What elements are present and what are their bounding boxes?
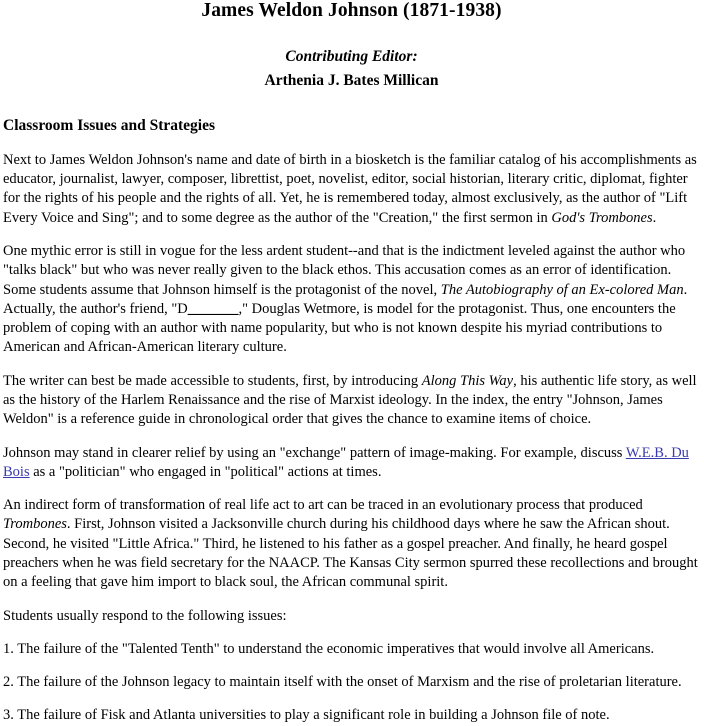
paragraph-text-tail: , his authentic life story, as well as the history of the Harlem Renaissance and the rise of Marxist ideology. In the index, the entry "Johnson, James Weldon" is a reference guide in chronological order that gives the chance to examine items of choice. — [3, 372, 697, 428]
paragraph-text: Next to James Weldon Johnson's name and date of birth in a biosketch is the familiar catalog of his accomplishments as educator, journalist, lawyer, composer, librettist, poet, novelist, editor, social historian, literary critic, diplomat, fighter for the rights of his people and the rights of all. Yet, he is remembered today, almost exclusively, as the author of "Lift Every Voice and Sing"; and to some degree as the author of the "Creation," the first sermon in — [3, 151, 697, 226]
paragraph-text-tail: as a "politician" who engaged in "political" actions at times. — [29, 463, 382, 480]
paragraph-text-mid: . Actually, the author's friend, "D — [3, 281, 688, 317]
paragraph-students-respond: Students usually respond to the following issues: — [3, 607, 287, 624]
paragraph-indirect-transformation — [3, 482, 700, 592]
list-item: 3. The failure of Fisk and Atlanta universities to play a significant role in building a Johnson file of note. — [3, 707, 610, 724]
paragraph-mythic-error — [3, 228, 700, 358]
book-title-gods-trombones: God's Trombones — [551, 209, 653, 226]
contributing-editor-name: Arthenia J. Bates Millican — [264, 72, 439, 90]
paragraph-text: One mythic error is still in vogue for the less ardent student--and that is the indictment leveled against the author who "talks black" but who was never really given to the black ethos. This accusation comes as an error of identification. Some students assume that Johnson himself is the protagonist of the novel, — [3, 243, 686, 298]
paragraph-writer-accessible — [3, 358, 700, 430]
book-title-autobiography-ex-colored-man: The Autobiography of an Ex-colored Man — [440, 281, 684, 298]
link-web-du-bois[interactable]: W.E.B. Du Bois — [3, 444, 689, 480]
paragraph-text-tail: ," Douglas Wetmore, is model for the protagonist. Thus, one encounters the problem of coping with an author with name popularity, but who is not known despite his myriad contributions to American and African-American literary culture. — [3, 300, 676, 356]
book-title-trombones: Trombones — [3, 516, 67, 533]
paragraph-accomplishments — [3, 137, 700, 228]
paragraph-text: An indirect form of transformation of real life act to art can be traced in an evolutionary process that produced — [3, 497, 643, 514]
paragraph-text: The writer can best be made accessible to students, first, by introducing — [3, 372, 422, 389]
book-title-along-this-way: Along This Way — [421, 372, 514, 389]
page-title: James Weldon Johnson (1871-1938) — [201, 0, 502, 21]
contributing-editor-block — [3, 47, 700, 92]
paragraph-text: Johnson may stand in clearer relief by using an "exchange" pattern of image-making. For example, discuss — [3, 444, 626, 461]
contributing-editor-label: Contributing Editor: — [285, 48, 418, 66]
list-item: 1. The failure of the "Talented Tenth" to understand the economic imperatives that would involve all Americans. — [3, 640, 655, 657]
redacted-name-blank: _______ — [187, 300, 239, 317]
paragraph-text-tail: . — [652, 209, 657, 226]
paragraph-exchange-pattern — [3, 430, 700, 483]
paragraph-text-tail: . First, Johnson visited a Jacksonville church during his childhood days where he saw the African shout. Second, he visited "Little Africa." Third, he listened to his father as a gospel preacher. And finally, he heard gospel preachers when he was field secretary for the NAACP. The Kansas City sermon spurred these recollections and brought on a feeling that gave him import to black soul, the African communal spirit. — [3, 516, 698, 591]
list-item: 2. The failure of the Johnson legacy to maintain itself with the onset of Marxism and the rise of proletarian literature. — [3, 674, 682, 691]
section-heading-classroom-issues: Classroom Issues and Strategies — [3, 117, 215, 135]
